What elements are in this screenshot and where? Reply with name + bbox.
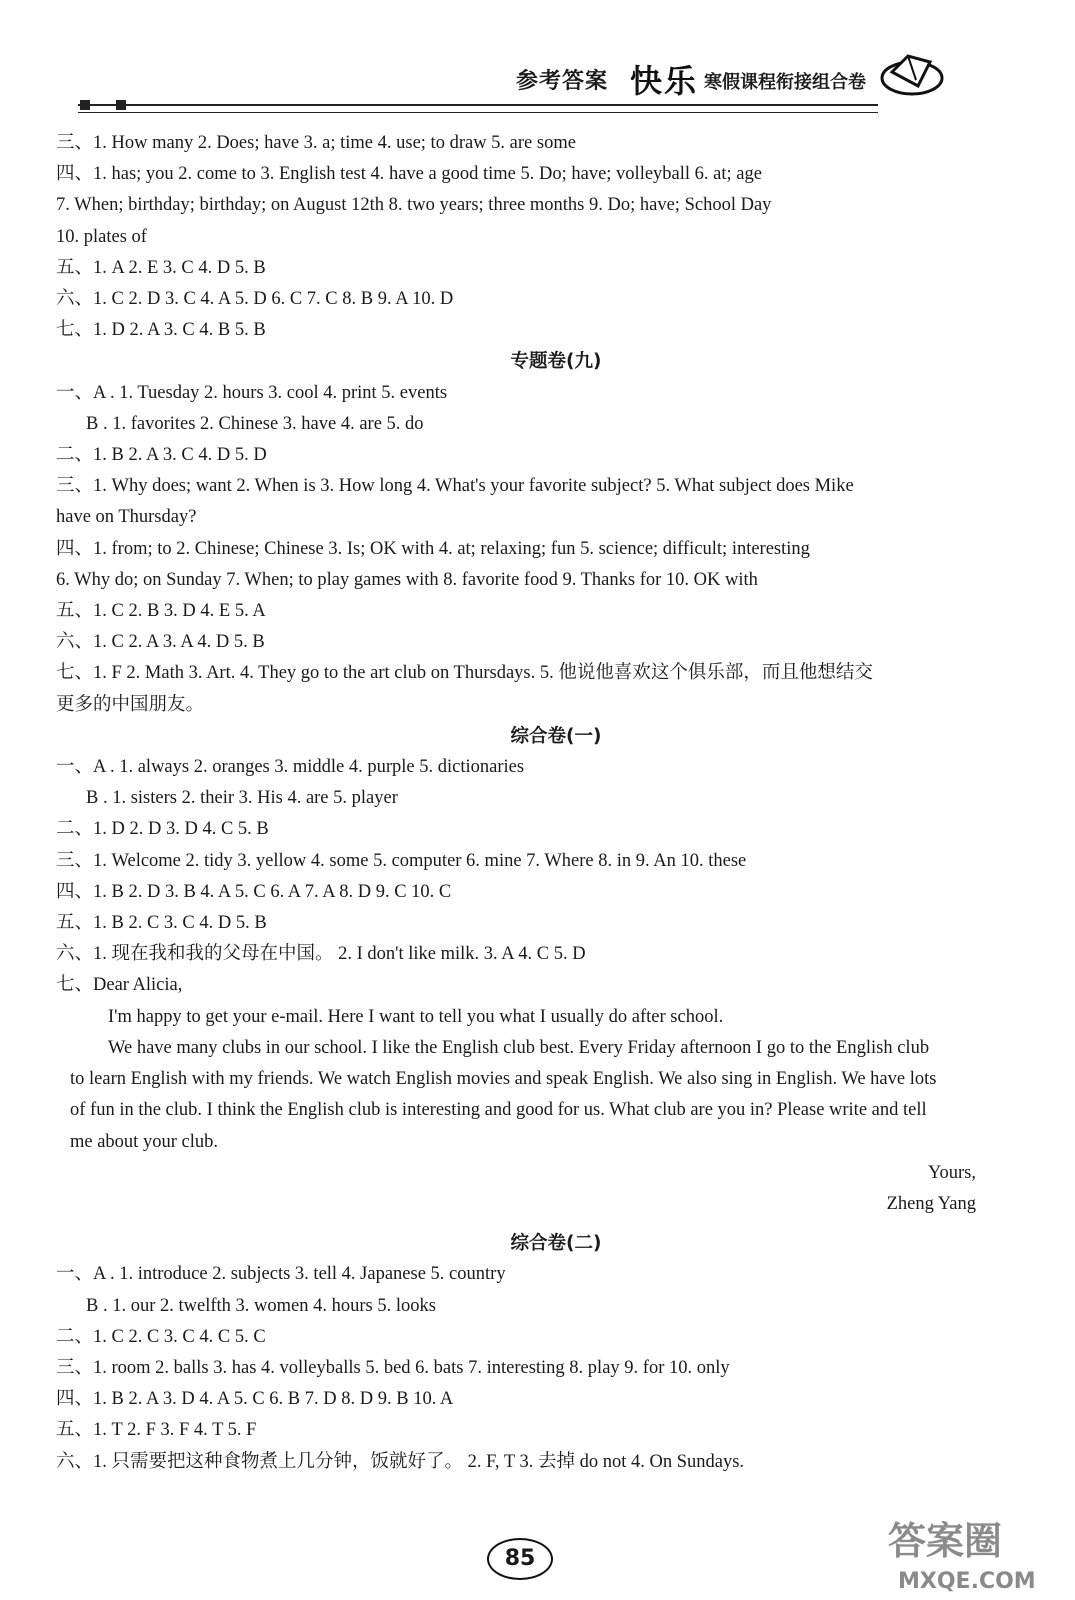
header-series: 寒假课程衔接组合卷 — [704, 72, 866, 93]
answer-line: B . 1. sisters 2. their 3. His 4. are 5. player — [86, 788, 398, 809]
letter-line: We have many clubs in our school. I like the English club best. Every Friday afternoon I go to the English club — [108, 1037, 930, 1058]
answer-line: 10. plates of — [56, 226, 147, 247]
answer-line: 五、1. C 2. B 3. D 4. E 5. A — [56, 601, 266, 622]
letter-signature: Zheng Yang — [886, 1193, 976, 1214]
answer-line: 五、1. T 2. F 3. F 4. T 5. F — [56, 1420, 257, 1441]
answer-line: 二、1. B 2. A 3. C 4. D 5. D — [56, 445, 267, 466]
header-rule — [78, 104, 878, 113]
answer-line: 六、1. 只需要把这种食物煮上几分钟，饭就好了。 2. F, T 3. 去掉 do not 4. On Sundays. — [56, 1451, 745, 1472]
answer-line: 二、1. C 2. C 3. C 4. C 5. C — [56, 1326, 266, 1347]
section-title: 专题卷(九) — [510, 351, 602, 373]
answer-line: 三、1. Welcome 2. tidy 3. yellow 4. some 5. computer 6. mine 7. Where 8. in 9. An 10. these — [56, 850, 747, 871]
section-title: 综合卷(一) — [510, 725, 602, 747]
answer-line: 六、1. 现在我和我的父母在中国。 2. I don't like milk. 3. A 4. C 5. D — [56, 944, 586, 965]
page-header — [0, 0, 1075, 120]
watermark-top: 答案圈 — [888, 1519, 1003, 1563]
rule-marker — [116, 100, 126, 110]
answer-line: 二、1. D 2. D 3. D 4. C 5. B — [56, 819, 269, 840]
answer-line: 七、Dear Alicia, — [56, 975, 183, 996]
answer-line: 四、1. has; you 2. come to 3. English test 4. have a good time 5. Do; have; volleyball 6. at; age — [56, 164, 762, 185]
answer-line: 三、1. How many 2. Does; have 3. a; time 4. use; to draw 5. are some — [56, 133, 576, 153]
answer-line: 六、1. C 2. A 3. A 4. D 5. B — [56, 632, 265, 653]
book-logo-icon — [878, 50, 948, 100]
letter-closing: Yours, — [928, 1162, 976, 1183]
answer-line: 五、1. B 2. C 3. C 4. D 5. B — [56, 913, 267, 934]
answer-content — [56, 128, 1016, 1478]
answer-line: 一、A . 1. always 2. oranges 3. middle 4. purple 5. dictionaries — [56, 757, 525, 778]
answer-line: 三、1. room 2. balls 3. has 4. volleyballs 5. bed 6. bats 7. interesting 8. play 9. for 10. only — [56, 1357, 730, 1378]
page-number: 85 — [487, 1538, 553, 1580]
answer-line: 四、1. B 2. A 3. D 4. A 5. C 6. B 7. D 8. D 9. B 10. A — [56, 1389, 454, 1410]
answer-line: 更多的中国朋友。 — [56, 694, 205, 715]
answer-line: 七、1. F 2. Math 3. Art. 4. They go to the art club on Thursdays. 5. 他说他喜欢这个俱乐部，而且他想结交 — [56, 663, 873, 684]
watermark-bottom: MXQE.COM — [898, 1569, 1036, 1594]
answer-line: 三、1. Why does; want 2. When is 3. How long 4. What's your favorite subject? 5. What subject does Mike — [56, 476, 854, 497]
letter-line: to learn English with my friends. We watch English movies and speak English. We also sing in English. We have lots — [70, 1069, 937, 1090]
answer-line: have on Thursday? — [56, 507, 197, 528]
letter-line: me about your club. — [70, 1131, 218, 1152]
answer-line: B . 1. favorites 2. Chinese 3. have 4. are 5. do — [86, 413, 424, 434]
header-title: 参考答案 — [516, 69, 609, 94]
rule-marker — [80, 100, 90, 110]
section-title: 综合卷(二) — [510, 1233, 602, 1255]
answer-line: 一、A . 1. Tuesday 2. hours 3. cool 4. print 5. events — [56, 382, 448, 403]
answer-line: 六、1. C 2. D 3. C 4. A 5. D 6. C 7. C 8. B 9. A 10. D — [56, 289, 454, 310]
answer-line: 五、1. A 2. E 3. C 4. D 5. B — [56, 257, 266, 278]
answer-line: 四、1. from; to 2. Chinese; Chinese 3. Is; OK with 4. at; relaxing; fun 5. science; difficult; interesting — [56, 538, 810, 559]
answer-line: 6. Why do; on Sunday 7. When; to play games with 8. favorite food 9. Thanks for 10. OK with — [56, 569, 758, 590]
answer-line: B . 1. our 2. twelfth 3. women 4. hours 5. looks — [86, 1295, 436, 1316]
answer-line: 七、1. D 2. A 3. C 4. B 5. B — [56, 320, 266, 341]
header-brand: 快乐 — [630, 62, 699, 100]
letter-line: of fun in the club. I think the English club is interesting and good for us. What club are you in? Please write and tell — [70, 1100, 927, 1121]
answer-line: 一、A . 1. introduce 2. subjects 3. tell 4. Japanese 5. country — [56, 1264, 506, 1285]
answer-line: 四、1. B 2. D 3. B 4. A 5. C 6. A 7. A 8. D 9. C 10. C — [56, 881, 452, 902]
watermark-logo — [878, 1510, 1068, 1596]
answer-line: 7. When; birthday; birthday; on August 12th 8. two years; three months 9. Do; have; School Day — [56, 195, 772, 216]
letter-line: I'm happy to get your e-mail. Here I want to tell you what I usually do after school. — [108, 1006, 724, 1027]
